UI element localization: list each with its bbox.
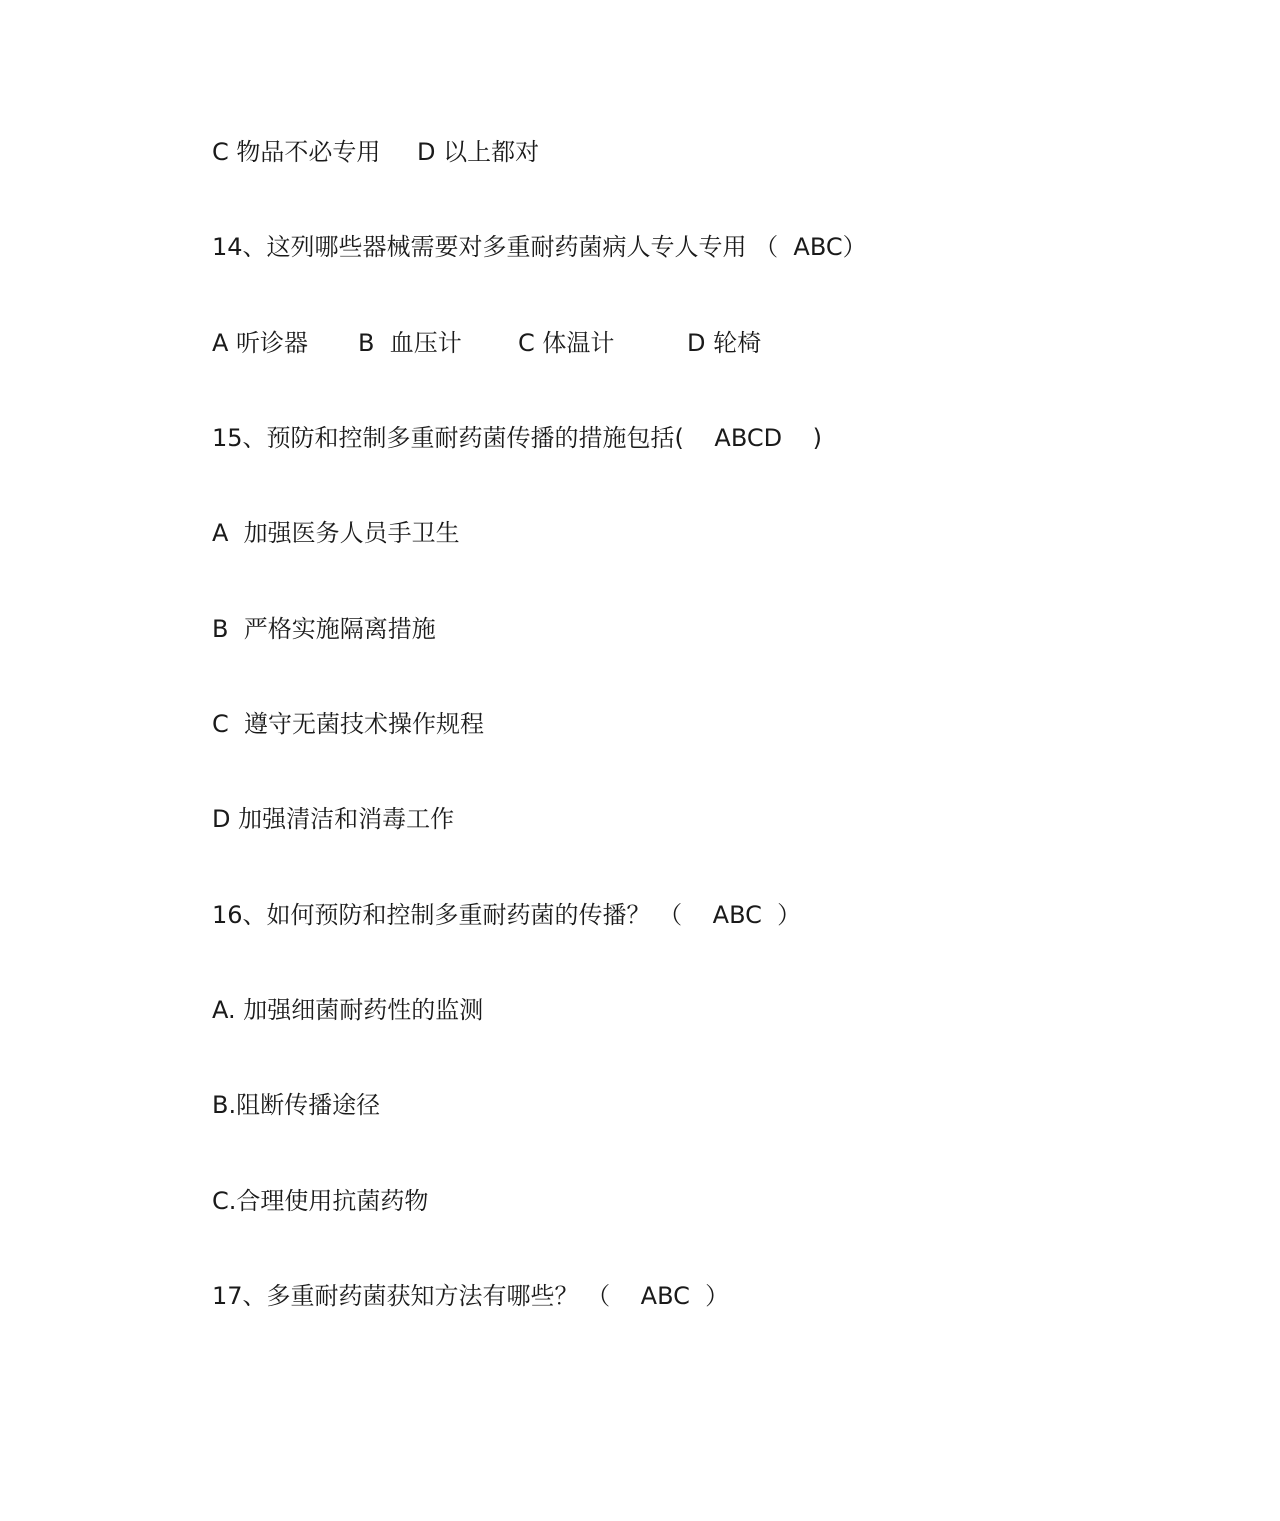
option-b: B 血压计	[358, 329, 462, 357]
option-d: D 以上都对	[417, 138, 540, 166]
option-a: A 听诊器	[212, 329, 309, 357]
option-c: C 物品不必专用	[212, 138, 381, 166]
option-d: D 轮椅	[687, 329, 762, 357]
question-17: 17、多重耐药菌获知方法有哪些？ （ ABC ）	[212, 1282, 730, 1310]
q16-option-c: C.合理使用抗菌药物	[212, 1187, 429, 1215]
question-16: 16、如何预防和控制多重耐药菌的传播？ （ ABC ）	[212, 901, 802, 929]
q15-option-d: D 加强清洁和消毒工作	[212, 805, 455, 833]
q15-option-a: A 加强医务人员手卫生	[212, 519, 460, 547]
question-14: 14、这列哪些器械需要对多重耐药菌病人专人专用 （ ABC）	[212, 233, 867, 261]
q16-option-a: A. 加强细菌耐药性的监测	[212, 996, 484, 1024]
question-15: 15、预防和控制多重耐药菌传播的措施包括( ABCD )	[212, 424, 822, 452]
q15-option-c: C 遵守无菌技术操作规程	[212, 710, 485, 738]
option-c: C 体温计	[518, 329, 615, 357]
q15-option-b: B 严格实施隔离措施	[212, 615, 436, 643]
q16-option-b: B.阻断传播途径	[212, 1091, 381, 1119]
